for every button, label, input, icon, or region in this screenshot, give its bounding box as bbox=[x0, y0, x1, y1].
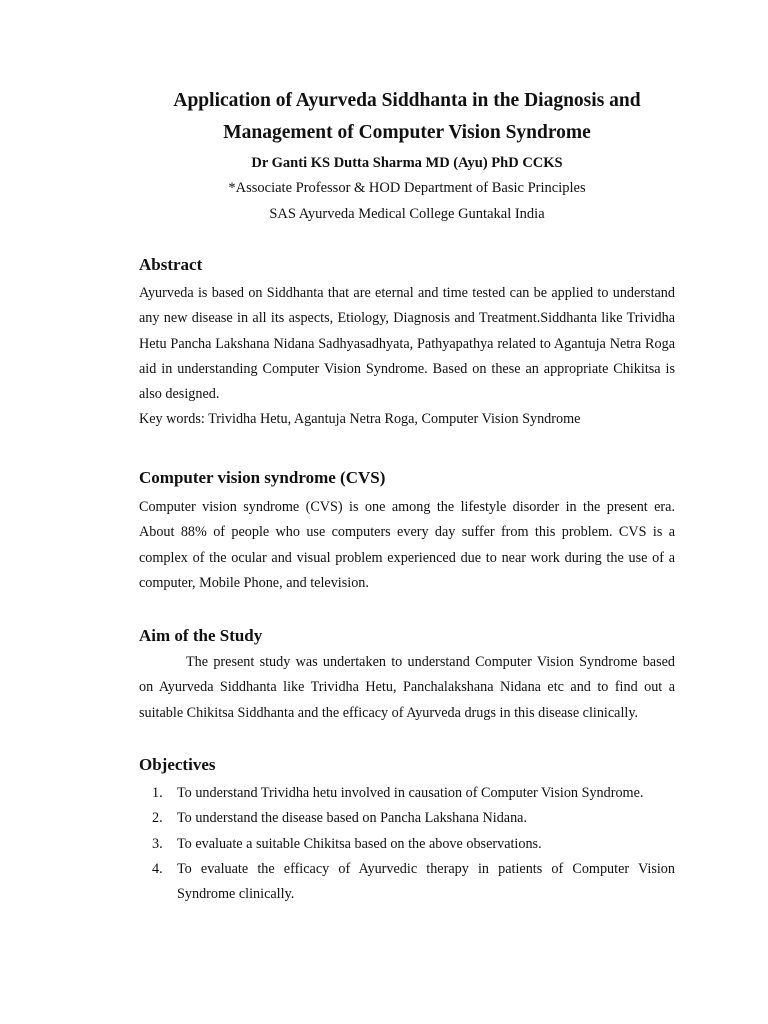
keywords-line: Key words: Trividha Hetu, Agantuja Netra Roga, Computer Vision Syndrome bbox=[139, 411, 581, 427]
affiliation-line-1: *Associate Professor & HOD Department of Basic Principles bbox=[228, 180, 586, 196]
list-item bbox=[139, 832, 675, 857]
cvs-text: Computer vision syndrome (CVS) is one among the lifestyle disorder in the present era. About 88% of people who use computers every day suffer from this problem. CVS is a complex of the ocular and visual problem experienced due to near work during the use of a computer, Mobile Phone, and television. bbox=[139, 499, 675, 591]
aim-text: The present study was undertaken to understand Computer Vision Syndrome based on Ayurveda Siddhanta like Trividha Hetu, Panchalakshana Nidana etc and to find out a suitable Chikitsa Siddhanta and the efficacy of Ayurveda drugs in this disease clinically. bbox=[139, 654, 675, 721]
aim-heading: Aim of the Study bbox=[139, 626, 263, 645]
list-item-number: 1. bbox=[152, 785, 163, 801]
paper-title-line-2: Management of Computer Vision Syndrome bbox=[223, 122, 591, 143]
affiliation-line-2: SAS Ayurveda Medical College Guntakal India bbox=[269, 206, 545, 222]
list-item-number: 2. bbox=[152, 810, 163, 827]
objectives-list bbox=[139, 781, 675, 907]
list-item-number: 3. bbox=[152, 835, 163, 852]
abstract-text: Ayurveda is based on Siddhanta that are eternal and time tested can be applied to understand any new disease in all its aspects, Etiology, Diagnosis and Treatment.Siddhanta like Trividha Hetu Pancha Lakshana Nidana Sadhyasadhyata, Pathyapathya related to Agantuja Netra Roga aid in understanding Computer Vision Syndrome. Based on these an appropriate Chikitsa is also designed. bbox=[139, 285, 675, 403]
list-item bbox=[139, 806, 675, 831]
list-item-text: To understand Trividha hetu involved in causation of Computer Vision Syndrome. bbox=[177, 785, 644, 801]
list-item-number: 4. bbox=[152, 860, 163, 877]
objectives-heading: Objectives bbox=[139, 755, 216, 774]
paper-title-line-1: Application of Ayurveda Siddhanta in the Diagnosis and bbox=[173, 90, 641, 111]
list-item bbox=[139, 857, 675, 908]
list-item bbox=[139, 781, 675, 806]
cvs-heading: Computer vision syndrome (CVS) bbox=[139, 468, 386, 487]
abstract-heading: Abstract bbox=[139, 255, 203, 274]
list-item-text: To evaluate a suitable Chikitsa based on the above observations. bbox=[177, 835, 542, 852]
author-name: Dr Ganti KS Dutta Sharma MD (Ayu) PhD CCKS bbox=[251, 155, 563, 171]
list-item-text: To evaluate the efficacy of Ayurvedic therapy in patients of Computer Vision Syndrome clinically. bbox=[177, 860, 675, 903]
list-item-text: To understand the disease based on Pancha Lakshana Nidana. bbox=[177, 810, 528, 827]
